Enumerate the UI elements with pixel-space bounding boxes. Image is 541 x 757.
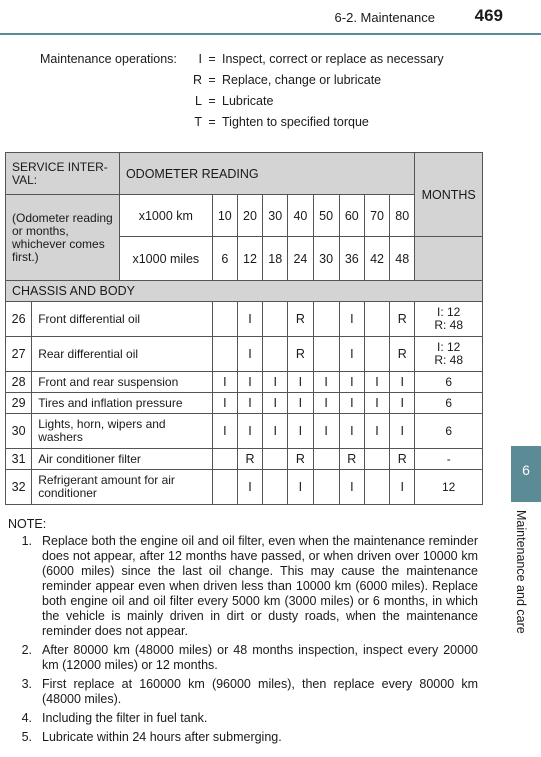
table-row [6, 372, 483, 393]
note-item [8, 534, 478, 639]
months-cell: - [415, 449, 483, 470]
interval-cell: I [339, 302, 364, 337]
interval-cell [364, 337, 389, 372]
km-value: 20 [237, 195, 262, 237]
km-value: 70 [364, 195, 389, 237]
legend-code: R [192, 73, 202, 87]
interval-cell: I [288, 470, 313, 505]
row-item: Front and rear suspension [32, 372, 213, 393]
interval-cell [212, 470, 237, 505]
interval-cell: I [339, 414, 364, 449]
table-row [6, 414, 483, 449]
months-cell: I: 12 R: 48 [415, 302, 483, 337]
page-number: 469 [474, 6, 503, 25]
table-row [6, 302, 483, 337]
legend-desc: Inspect, correct or replace as necessary [222, 52, 444, 66]
months-cell: 6 [415, 393, 483, 414]
interval-cell: I [364, 393, 389, 414]
legend-equals: = [208, 115, 216, 129]
interval-cell: I [212, 414, 237, 449]
note-number: 5. [21, 730, 32, 744]
row-item: Refrigerant amount for air conditioner [32, 470, 213, 505]
row-number: 29 [6, 393, 32, 414]
interval-cell: I [313, 414, 339, 449]
km-value: 60 [339, 195, 364, 237]
interval-cell [263, 449, 288, 470]
row-number: 26 [6, 302, 32, 337]
miles-value: 42 [364, 237, 389, 281]
legend-code: L [195, 94, 202, 108]
km-value: 50 [313, 195, 339, 237]
legend-row [40, 70, 444, 91]
interval-cell: I [288, 414, 313, 449]
interval-cell [313, 449, 339, 470]
interval-cell: I [339, 372, 364, 393]
interval-cell: I [390, 393, 415, 414]
interval-cell: R [288, 337, 313, 372]
note-number: 3. [21, 677, 32, 691]
row-item: Tires and inflation pressure [32, 393, 213, 414]
interval-cell: R [288, 302, 313, 337]
months-cell: 6 [415, 414, 483, 449]
interval-cell: R [237, 449, 262, 470]
months-header-cell [415, 237, 483, 281]
interval-cell: I [263, 393, 288, 414]
chapter-tab: 6 [511, 446, 541, 502]
row-number: 30 [6, 414, 32, 449]
interval-cell [313, 337, 339, 372]
row-item: Air conditioner filter [32, 449, 213, 470]
row-number: 28 [6, 372, 32, 393]
interval-cell: I [212, 393, 237, 414]
header-rule [0, 33, 541, 35]
section-title: 6-2. Maintenance [334, 10, 435, 25]
months-cell: 6 [415, 372, 483, 393]
interval-cell: I [237, 393, 262, 414]
interval-cell: I [237, 302, 262, 337]
row-item: Rear differential oil [32, 337, 213, 372]
odometer-note: (Odometer reading or months, whichever comes first.) [6, 195, 120, 281]
interval-cell: R [390, 449, 415, 470]
interval-cell [364, 470, 389, 505]
interval-cell: I [313, 372, 339, 393]
miles-value: 18 [263, 237, 288, 281]
interval-cell [364, 449, 389, 470]
table-row [6, 449, 483, 470]
note-item [8, 643, 478, 673]
miles-value: 24 [288, 237, 313, 281]
interval-cell [364, 302, 389, 337]
legend-lead: Maintenance operations: [40, 52, 177, 66]
note-number: 4. [21, 711, 32, 725]
miles-value: 30 [313, 237, 339, 281]
odometer-reading-header: ODOMETER READING [119, 153, 414, 195]
maintenance-schedule-table [5, 152, 483, 505]
note-text: After 80000 km (48000 miles) or 48 months inspection, inspect every 20000 km (12000 miles) or 12 months. [42, 643, 478, 672]
miles-value: 36 [339, 237, 364, 281]
interval-cell [313, 470, 339, 505]
interval-cell [212, 302, 237, 337]
interval-cell [313, 302, 339, 337]
notes-section [8, 517, 478, 749]
interval-cell [263, 470, 288, 505]
table-row [6, 470, 483, 505]
interval-cell: I [237, 372, 262, 393]
table-row [6, 393, 483, 414]
km-value: 10 [212, 195, 237, 237]
interval-cell: I [263, 372, 288, 393]
note-item [8, 677, 478, 707]
section-header-chassis: CHASSIS AND BODY [6, 281, 483, 302]
note-item [8, 711, 478, 726]
interval-cell: I [390, 372, 415, 393]
legend-row [40, 112, 444, 133]
legend-desc: Tighten to specified torque [222, 115, 369, 129]
interval-cell: I [288, 393, 313, 414]
interval-cell [263, 337, 288, 372]
interval-cell: I [237, 337, 262, 372]
service-interval-header: SERVICE INTER-VAL: [6, 153, 120, 195]
km-value: 40 [288, 195, 313, 237]
note-text: Replace both the engine oil and oil filter, even when the maintenance reminder does not appear, after 12 months have passed, or when driven over 10000 km (6000 miles) since the last oil change. This may cause the maintenance reminder appear even when driven less than 10000 km (6000 miles). Replace both engine oil and oil filter every 5000 km (3000 miles) or 6 months, in which the vehicle is mainly driven in dirt or dusty roads, when the maintenance reminder does not appear. [42, 534, 478, 638]
row-number: 31 [6, 449, 32, 470]
interval-cell [212, 337, 237, 372]
interval-cell: I [390, 414, 415, 449]
months-header: MONTHS [415, 153, 483, 237]
interval-cell: R [288, 449, 313, 470]
legend-equals: = [208, 73, 216, 87]
interval-cell: I [364, 372, 389, 393]
interval-cell: I [212, 372, 237, 393]
legend-equals: = [208, 52, 216, 66]
note-item [8, 730, 478, 745]
miles-unit-label: x1000 miles [119, 237, 212, 281]
legend-equals: = [208, 94, 216, 108]
legend-desc: Lubricate [222, 94, 274, 108]
months-cell: 12 [415, 470, 483, 505]
km-value: 30 [263, 195, 288, 237]
interval-cell: I [263, 414, 288, 449]
miles-value: 6 [212, 237, 237, 281]
notes-title: NOTE: [8, 517, 47, 531]
legend-desc: Replace, change or lubricate [222, 73, 382, 87]
note-text: First replace at 160000 km (96000 miles), then replace every 80000 km (48000 miles). [42, 677, 478, 706]
interval-cell: I [339, 393, 364, 414]
note-number: 1. [21, 534, 32, 548]
interval-cell: I [237, 414, 262, 449]
interval-cell: I [339, 337, 364, 372]
interval-cell: I [390, 470, 415, 505]
miles-value: 48 [390, 237, 415, 281]
interval-cell: I [364, 414, 389, 449]
interval-cell: I [313, 393, 339, 414]
note-text: Including the filter in fuel tank. [42, 711, 208, 725]
interval-cell: I [237, 470, 262, 505]
interval-cell: I [288, 372, 313, 393]
maintenance-operations-legend [40, 49, 444, 133]
note-text: Lubricate within 24 hours after submerging. [42, 730, 282, 744]
table-row [6, 337, 483, 372]
miles-value: 12 [237, 237, 262, 281]
interval-cell [263, 302, 288, 337]
months-cell: I: 12 R: 48 [415, 337, 483, 372]
km-value: 80 [390, 195, 415, 237]
interval-cell: I [339, 470, 364, 505]
legend-code: I [198, 52, 202, 66]
legend-code: T [194, 115, 202, 129]
row-item: Front differential oil [32, 302, 213, 337]
row-number: 27 [6, 337, 32, 372]
interval-cell [212, 449, 237, 470]
legend-row [40, 91, 444, 112]
km-unit-label: x1000 km [119, 195, 212, 237]
chapter-tab-label: Maintenance and care [514, 510, 528, 634]
interval-cell: R [390, 302, 415, 337]
note-number: 2. [21, 643, 32, 657]
legend-row [40, 49, 444, 70]
row-item: Lights, horn, wipers and washers [32, 414, 213, 449]
row-number: 32 [6, 470, 32, 505]
interval-cell: R [339, 449, 364, 470]
interval-cell: R [390, 337, 415, 372]
